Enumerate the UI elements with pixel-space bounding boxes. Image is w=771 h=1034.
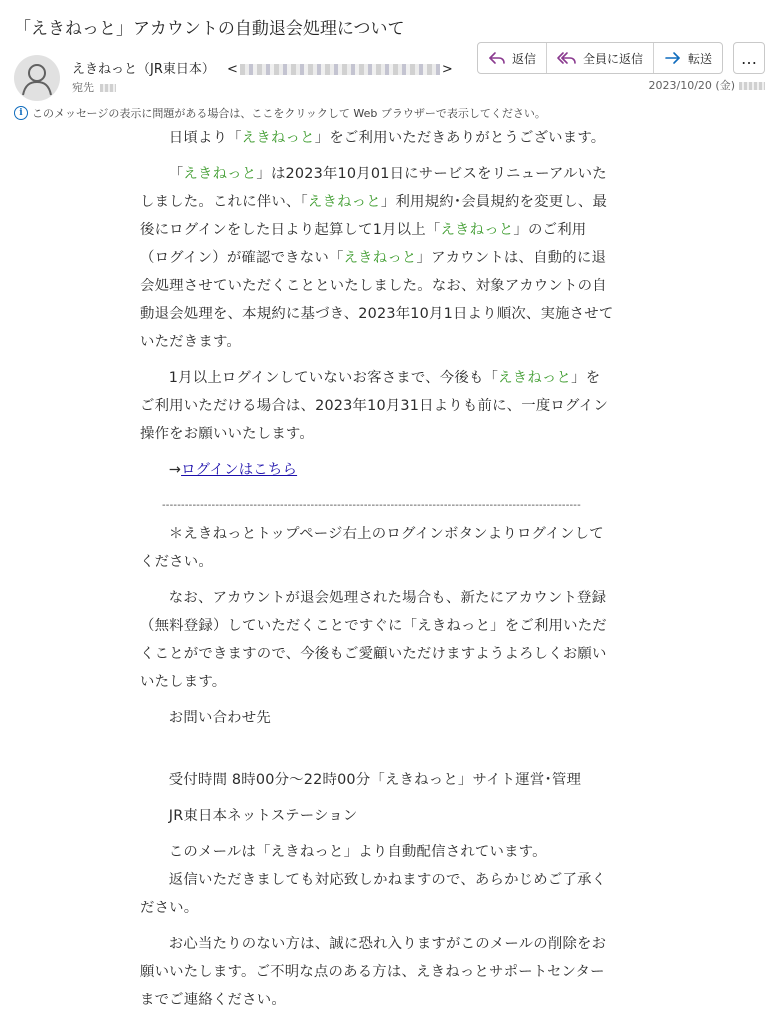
closing-paragraph: お心当たりのない方は、誠に恐れ入りますがこのメールの削除をお願いいたします。ご不明な点のある方は、えきねっとサポートセンターまでご連絡ください。 <box>140 936 607 1008</box>
text: 1月以上ログインしていないお客さまで、今後も「 <box>168 370 499 386</box>
brand-text: えきねっと <box>440 222 514 238</box>
info-bar-text: このメッセージの表示に問題がある場合は、ここをクリックして Web ブラウザーで表示してください。 <box>32 107 546 120</box>
forward-button[interactable] <box>654 43 722 73</box>
contact-org: JR東日本ネットステーション <box>168 808 358 824</box>
text: 」をご利用いただける場合は、2023年10月31日よりも前に、一度ログイン操作をお願いいたします。 <box>140 370 609 442</box>
text: 日頃より「 <box>168 130 242 146</box>
brand-text: えきねっと <box>343 250 417 266</box>
forward-icon <box>664 51 682 65</box>
brand-text: えきねっと <box>183 166 257 182</box>
sender-address-open: < <box>227 62 238 77</box>
sender-name: えきねっと（JR東日本） <box>72 62 215 77</box>
auto-notice: このメールは「えきねっと」より自動配信されています。 <box>168 844 547 860</box>
sender-address-close: > <box>441 62 453 77</box>
recipient-label: 宛先 <box>72 81 94 94</box>
message-body <box>140 124 614 1022</box>
body-paragraph <box>140 160 614 356</box>
email-subject: 「えきねっと」アカウントの自動退会処理について <box>14 19 405 39</box>
brand-text: えきねっと <box>241 130 315 146</box>
reply-label: 返信 <box>512 51 537 66</box>
person-icon <box>14 55 60 101</box>
login-link[interactable]: ログインはこちら <box>181 462 298 478</box>
arrow-text: → <box>168 462 182 478</box>
reply-all-label: 全員に返信 <box>583 51 644 66</box>
contact-heading: お問い合わせ先 <box>168 710 271 726</box>
info-icon: i <box>14 106 28 120</box>
reply-button[interactable] <box>478 43 547 73</box>
spacer <box>140 740 614 766</box>
recipient-blurred <box>100 84 116 92</box>
text: 」をご利用いただきありがとうございます。 <box>314 130 606 146</box>
time-blurred <box>739 82 765 90</box>
info-bar[interactable] <box>14 105 546 121</box>
text: 」アカウントは、自動的に退会処理させていただくことといたしました。なお、対象アカウントの自動退会処理を、本規約に基づき、2023年10月1日より順次、実施させていただきます。 <box>140 250 614 350</box>
body-paragraph: ＊えきねっとトップページ右上のログインボタンよりログインしてください。 <box>140 526 604 570</box>
date-text: 2023/10/20 (金) <box>648 79 735 92</box>
body-paragraph <box>140 124 614 152</box>
brand-text: えきねっと <box>307 194 381 210</box>
contact-hours: 受付時間 8時00分～22時00分「えきねっと」サイト運営･管理 <box>168 772 582 788</box>
text: 」は2023年10月01日にサービスをリニューアルいたしました。これに伴い、「 <box>140 166 607 210</box>
text: 」のご利用（ログイン）が確認できない「 <box>140 222 587 266</box>
brand-text: えきねっと <box>498 370 572 386</box>
login-line <box>140 456 614 484</box>
auto-notice-2: 返信いただきましても対応致しかねますので、あらかじめご了承ください。 <box>140 872 607 916</box>
reply-all-icon <box>557 51 577 65</box>
recipient-line <box>72 79 116 95</box>
sender-address-blurred <box>240 64 440 75</box>
text: 「 <box>168 166 184 182</box>
message-actions <box>477 42 723 74</box>
reply-icon <box>488 51 506 65</box>
body-paragraph <box>140 364 614 448</box>
sender[interactable] <box>72 58 453 77</box>
reply-all-button[interactable] <box>547 43 654 73</box>
more-icon: … <box>741 48 757 68</box>
body-paragraph: なお、アカウントが退会処理された場合も、新たにアカウント登録（無料登録）していただくことですぐに「えきねっと」をご利用いただくことができますので、今後もご愛顧いただけますようよろしくお願いいたします。 <box>140 590 607 690</box>
avatar[interactable] <box>14 55 60 101</box>
message-date <box>649 77 765 93</box>
text: 」利用規約･会員規約を変更し、最後にログインをした日より起算して1月以上「 <box>140 194 608 238</box>
more-actions-button[interactable] <box>733 42 765 74</box>
forward-label: 転送 <box>688 51 713 66</box>
divider: -------------------------------------------------------------------------------------------------------------- <box>162 500 581 511</box>
